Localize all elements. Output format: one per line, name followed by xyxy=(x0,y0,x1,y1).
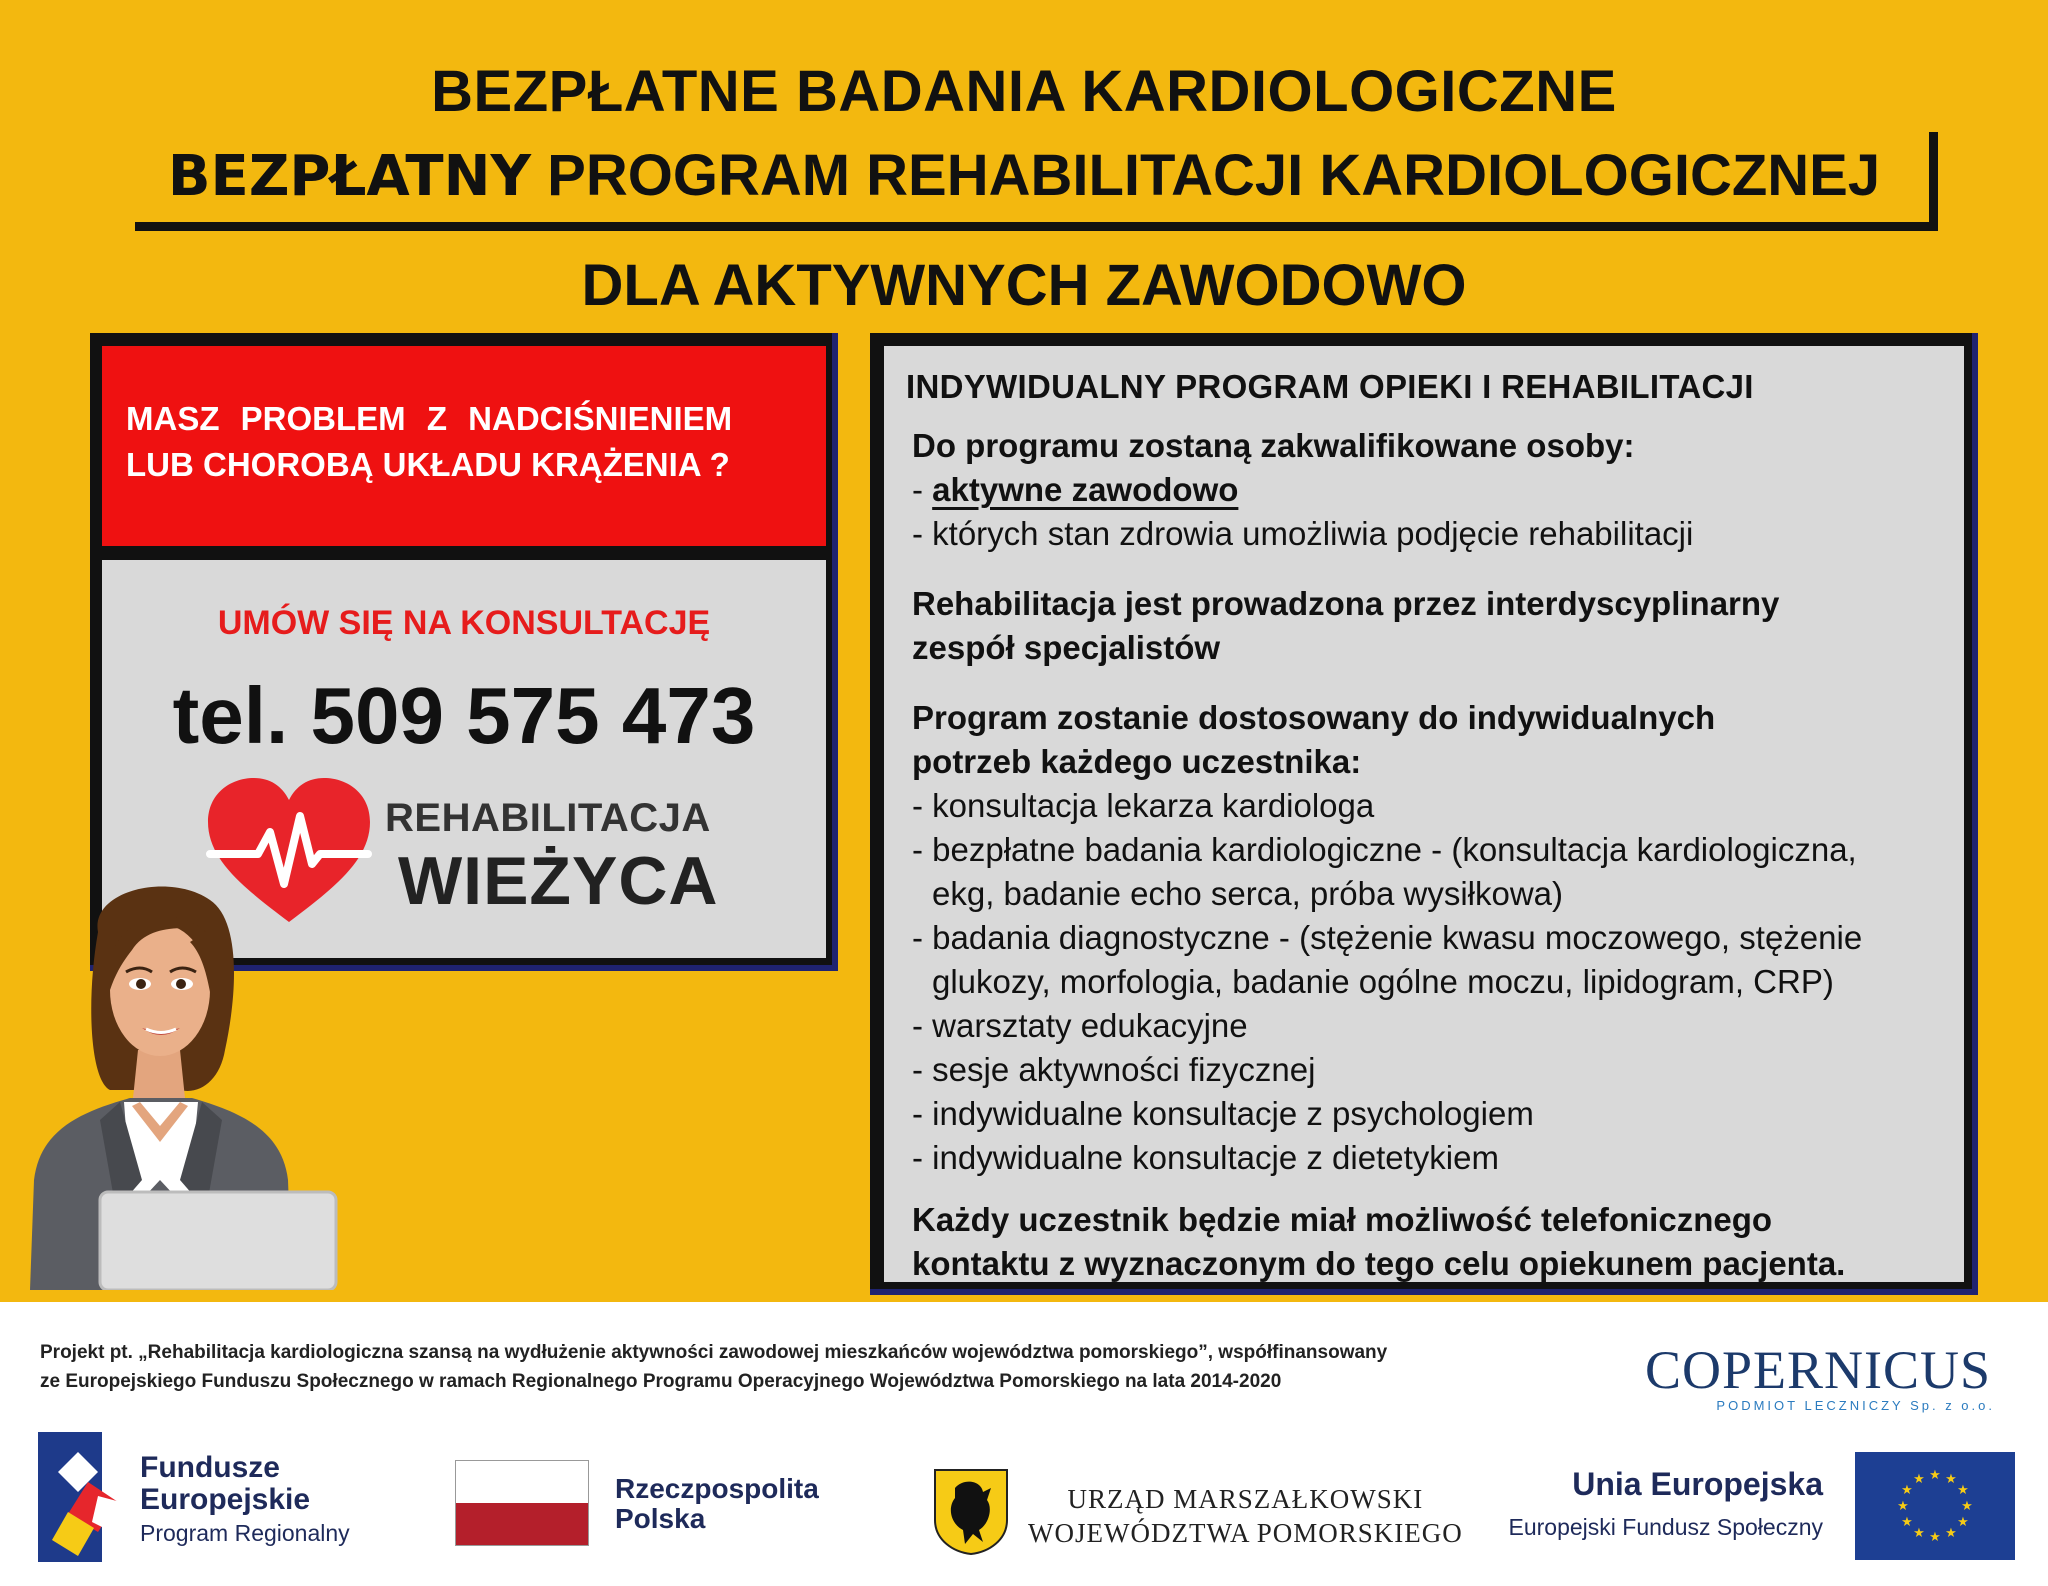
qualification-active: aktywne zawodowo xyxy=(932,471,1239,508)
copernicus-subtitle: PODMIOT LECZNICZY Sp. z o.o. xyxy=(1716,1398,1995,1413)
headline-target-group: DLA AKTYWNYCH ZAWODOWO xyxy=(581,253,1467,318)
european-union: Unia Europejska xyxy=(1572,1466,1823,1502)
list-item: - warsztaty edukacyjne xyxy=(912,1007,1248,1044)
program-title: INDYWIDUALNY PROGRAM OPIEKI I REHABILITACJI xyxy=(906,368,1754,405)
headline-rehab-program xyxy=(0,142,2048,209)
republic-line-1: Rzeczpospolita xyxy=(615,1473,819,1504)
svg-text:★: ★ xyxy=(1945,1526,1957,1541)
spacer xyxy=(912,670,1962,696)
headline-rehab-rest: PROGRAM REHABILITACJI KARDIOLOGICZNEJ xyxy=(531,143,1881,208)
svg-text:★: ★ xyxy=(1929,1468,1941,1483)
list-item: - bezpłatne badania kardiologiczne - (konsultacja kardiologiczna, xyxy=(912,831,1857,868)
team-line-2: zespół specjalistów xyxy=(912,629,1221,666)
question-line-2: LUB CHOROBĄ UKŁADU KRĄŻENIA ? xyxy=(126,446,730,483)
eu-funds-line-1: Fundusze xyxy=(140,1451,280,1484)
marshal-office-line-1: URZĄD MARSZAŁKOWSKI xyxy=(1067,1484,1424,1514)
list-item: - badania diagnostyczne - (stężenie kwasu moczowego, stężenie xyxy=(912,919,1863,956)
list-item: ekg, badanie echo serca, próba wysiłkowa) xyxy=(932,875,1564,912)
eu-funds-name xyxy=(140,1452,310,1516)
republic-of-poland xyxy=(615,1474,819,1534)
svg-text:★: ★ xyxy=(1913,1526,1925,1541)
receptionist-illustration xyxy=(20,880,340,1290)
question-line-1: MASZ PROBLEM Z NADCIŚNIENIEM xyxy=(126,400,733,437)
list-item: - konsultacja lekarza kardiologa xyxy=(912,787,1375,824)
svg-text:★: ★ xyxy=(1901,1515,1913,1530)
headline-underline xyxy=(135,222,1938,231)
svg-text:★: ★ xyxy=(1929,1530,1941,1545)
svg-text:★: ★ xyxy=(1957,1483,1969,1498)
marshal-office-line-2: WOJEWÓDZTWA POMORSKIEGO xyxy=(1028,1518,1463,1548)
list-item: - sesje aktywności fizycznej xyxy=(912,1051,1316,1088)
svg-text:★: ★ xyxy=(1897,1499,1909,1514)
list-item: - indywidualne konsultacje z dietetykiem xyxy=(912,1139,1499,1176)
cta-text: UMÓW SIĘ NA KONSULTACJĘ xyxy=(217,604,711,642)
team-line-1: Rehabilitacja jest prowadzona przez interdyscyplinarny xyxy=(912,585,1780,622)
project-line-2: ze Europejskiego Funduszu Społecznego w ramach Regionalnego Programu Operacyjnego Województwa Pomorskiego na lata 2014-2020 xyxy=(40,1371,1282,1392)
eu-funds-subtitle: Program Regionalny xyxy=(140,1520,350,1546)
phone-number[interactable]: tel. 509 575 473 xyxy=(172,671,756,760)
program-body xyxy=(912,424,1962,1286)
footer xyxy=(0,1302,2048,1586)
list-item: - indywidualne konsultacje z psychologiem xyxy=(912,1095,1534,1132)
svg-text:★: ★ xyxy=(1901,1483,1913,1498)
polish-flag-red xyxy=(456,1503,588,1545)
polish-flag-icon xyxy=(455,1460,589,1546)
spacer xyxy=(912,556,1962,582)
republic-line-2: Polska xyxy=(615,1503,706,1534)
qualification-item: - których stan zdrowia umożliwia podjęcie rehabilitacji xyxy=(912,515,1694,552)
svg-text:★: ★ xyxy=(1961,1499,1973,1514)
svg-text:★: ★ xyxy=(1957,1515,1969,1530)
qualification-heading: Do programu zostaną zakwalifikowane osoby: xyxy=(912,427,1635,464)
program-line-1: Program zostanie dostosowany do indywidualnych xyxy=(912,699,1716,736)
rehab-logo-name: WIEŻYCA xyxy=(398,843,719,919)
headline-free-word: BEZPŁATNY xyxy=(167,144,532,209)
program-box xyxy=(884,346,1964,1282)
qualification-item xyxy=(912,468,1962,512)
pomeranian-griffin-icon xyxy=(933,1468,1009,1556)
rehab-logo-word: REHABILITACJA xyxy=(385,796,711,840)
project-line-1: Projekt pt. „Rehabilitacja kardiologiczna szansą na wydłużenie aktywności zawodowej mieszkańców województwa pomorskiego”, współfinansowany xyxy=(40,1342,1388,1363)
svg-text:★: ★ xyxy=(1913,1472,1925,1487)
question-box xyxy=(102,346,826,546)
headline-free-tests: BEZPŁATNE BADANIA KARDIOLOGICZNE xyxy=(431,59,1617,124)
spacer xyxy=(912,1180,1962,1198)
eu-funds-line-2: Europejskie xyxy=(140,1483,311,1516)
marshal-office xyxy=(1028,1482,1463,1550)
contact-line-2: kontaktu z wyznaczonym do tego celu opiekunem pacjenta. xyxy=(912,1245,1846,1282)
copernicus-name: COPERNICUS xyxy=(1645,1340,1992,1400)
qualification-dash: - xyxy=(912,471,933,508)
svg-text:★: ★ xyxy=(1945,1472,1957,1487)
european-social-fund: Europejski Fundusz Społeczny xyxy=(1508,1514,1823,1540)
project-info xyxy=(40,1338,1640,1396)
headline-underline-corner xyxy=(1929,132,1938,231)
copernicus-logo xyxy=(1645,1342,2005,1413)
polish-flag-white xyxy=(456,1461,588,1503)
eu-flag-icon xyxy=(1855,1452,2015,1560)
contact-line-1: Każdy uczestnik będzie miał możliwość telefonicznego xyxy=(912,1201,1773,1238)
list-item: glukozy, morfologia, badanie ogólne moczu, lipidogram, CRP) xyxy=(932,963,1834,1000)
program-line-2: potrzeb każdego uczestnika: xyxy=(912,743,1362,780)
eu-funds-icon xyxy=(38,1432,138,1562)
